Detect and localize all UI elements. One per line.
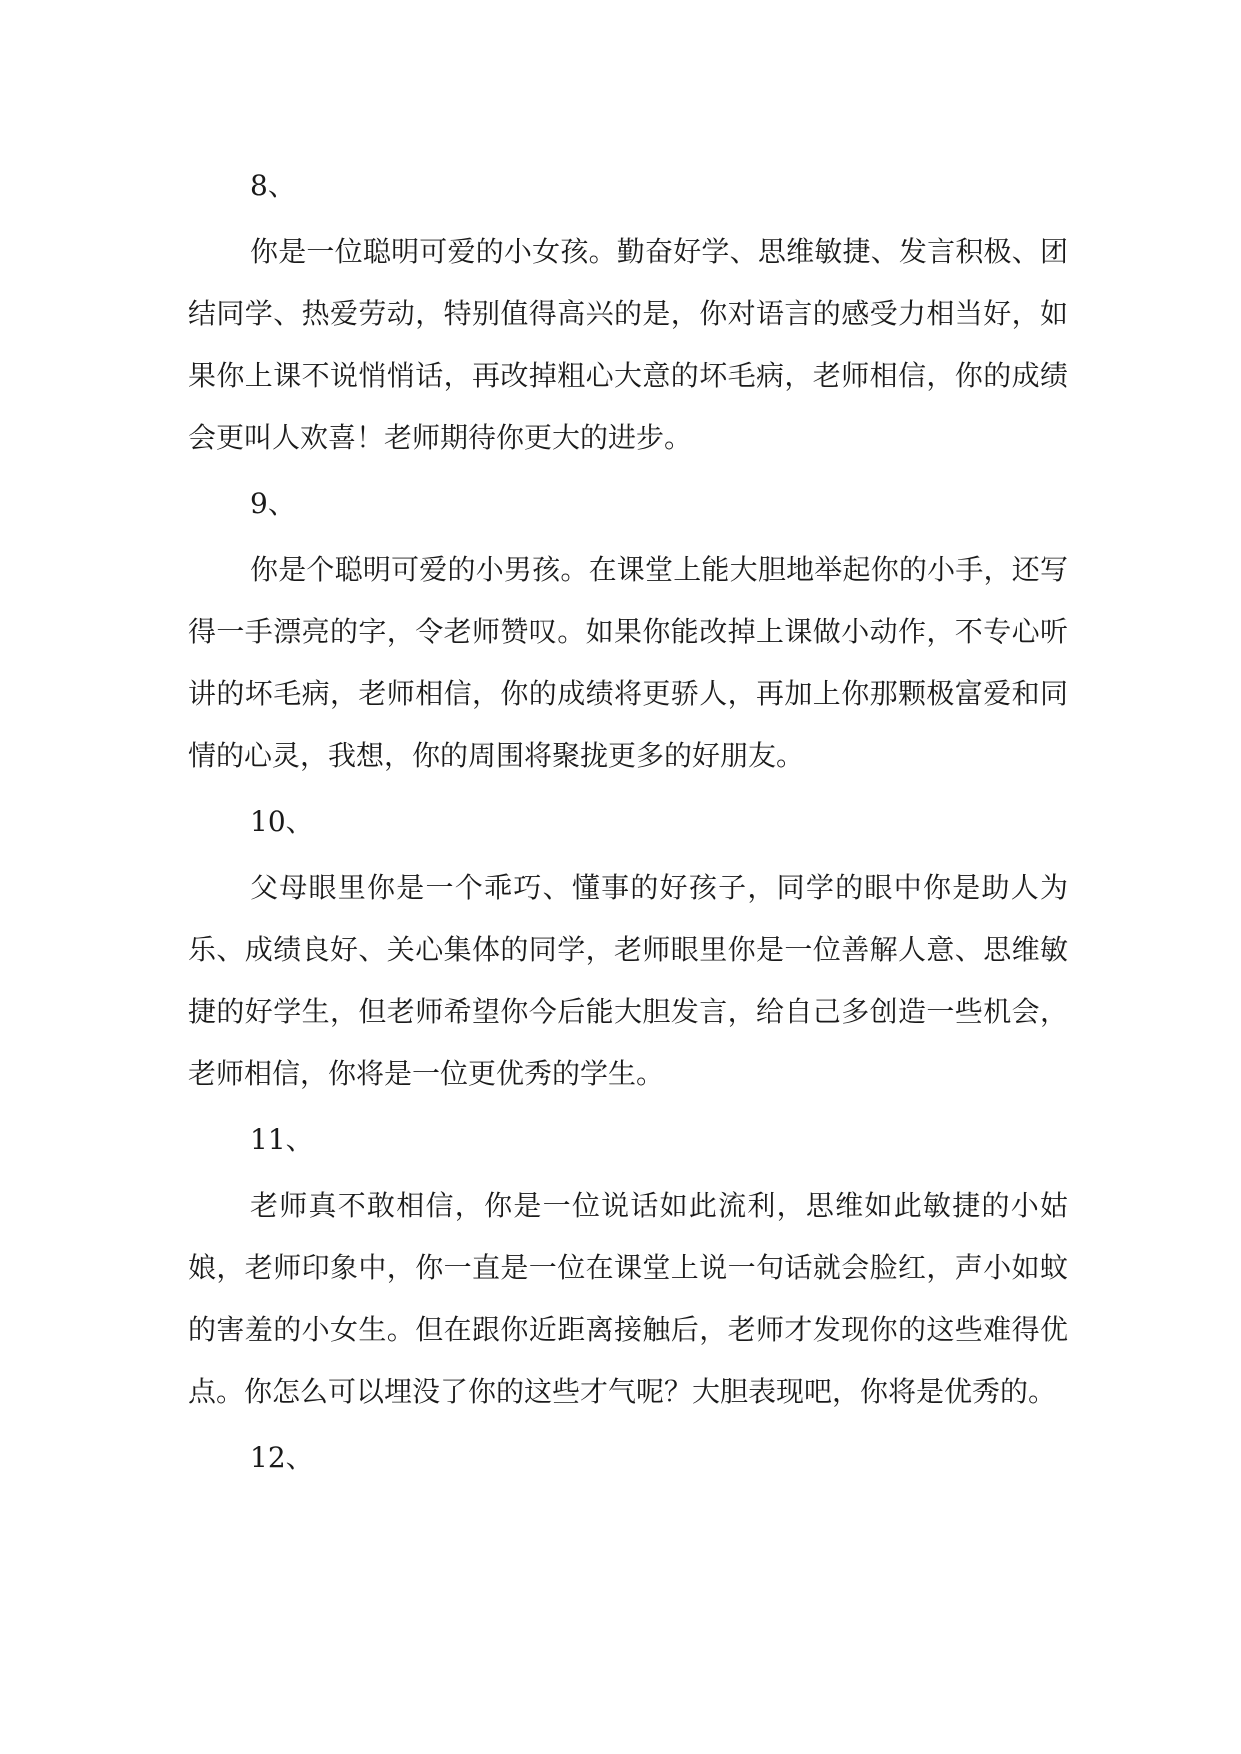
section-number-12: 12、 [250,1441,314,1474]
section-number-11: 11、 [250,1123,314,1156]
section-text-11: 老师真不敢相信，你是一位说话如此流利，思维如此敏捷的小姑娘，老师印象中，你一直是一位在课堂上说一句话就会脸红，声小如蚊的害羞的小女生。但在跟你近距离接触后，老师才发现你的这些难得优点。你怎么可以埋没了你的这些才气呢？大胆表现吧，你将是优秀的。 [188,1189,1068,1408]
section-text-10: 父母眼里你是一个乖巧、懂事的好孩子，同学的眼中你是助人为乐、成绩良好、关心集体的同学，老师眼里你是一位善解人意、思维敏捷的好学生，但老师希望你今后能大胆发言，给自己多创造一些机会，老师相信，你将是一位更优秀的学生。 [188,871,1068,1090]
section-number-8: 8、 [250,169,296,202]
section-text-9: 你是个聪明可爱的小男孩。在课堂上能大胆地举起你的小手，还写得一手漂亮的字，令老师赞叹。如果你能改掉上课做小动作，不专心听讲的坏毛病，老师相信，你的成绩将更骄人，再加上你那颗极富爱和同情的心灵，我想，你的周围将聚拢更多的好朋友。 [188,553,1068,772]
document-body [188,155,1068,1493]
section-number-9: 9、 [250,487,296,520]
section-number-10: 10、 [250,805,314,838]
section-text-8: 你是一位聪明可爱的小女孩。勤奋好学、思维敏捷、发言积极、团结同学、热爱劳动，特别值得高兴的是，你对语言的感受力相当好，如果你上课不说悄悄话，再改掉粗心大意的坏毛病，老师相信，你的成绩会更叫人欢喜！老师期待你更大的进步。 [188,235,1068,454]
